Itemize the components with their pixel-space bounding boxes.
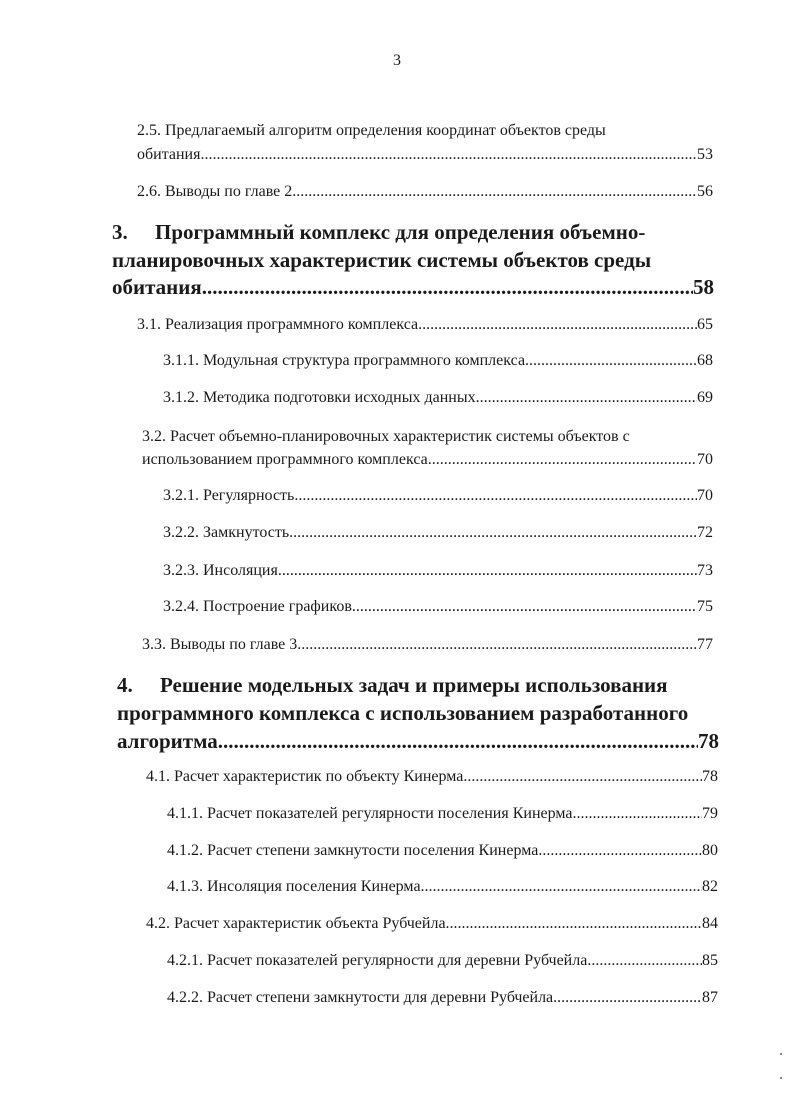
toc-4-2-page: 84: [702, 915, 718, 932]
toc-entry-4-2[interactable]: [146, 915, 718, 933]
toc-entry-4-2-2[interactable]: [167, 989, 718, 1007]
toc-entry-3-2-2[interactable]: [163, 524, 713, 542]
toc-2-5-title-line2: обитания: [137, 146, 201, 163]
toc-3-1-1-title: 3.1.1. Модульная структура программного комплекса.: [163, 352, 530, 369]
toc-entry-4-1-1[interactable]: [167, 805, 718, 823]
toc-chapter-4-line1: [117, 673, 668, 698]
dot-leader: [297, 636, 697, 654]
toc-3-2-3-page: 73: [697, 562, 713, 579]
dot-leader: [428, 451, 697, 469]
toc-3-2-2-title: 3.2.2. Замкнутость: [163, 524, 290, 541]
toc-entry-4-1[interactable]: [146, 768, 718, 786]
toc-3-2-title-line2: использованием программного комплекса: [142, 451, 428, 468]
toc-4-2-2-page: 87: [702, 989, 718, 1006]
toc-4-1-2-page: 80: [702, 842, 718, 859]
toc-3-2-2-page: 72: [697, 524, 713, 541]
toc-entry-4-2-1[interactable]: [167, 952, 718, 970]
toc-4-1-1-title: 4.1.1. Расчет показателей регулярности поселения Кинерма: [167, 805, 573, 822]
toc-4-2-2-title: 4.2.2. Расчет степени замкнутости для деревни Рубчейла: [167, 989, 554, 1006]
toc-3-2-title-line1: 3.2. Расчет объемно-планировочных характеристик системы объектов с: [142, 428, 630, 445]
toc-entry-3-1[interactable]: [137, 316, 713, 334]
toc-entry-3-2-4[interactable]: [163, 598, 713, 616]
toc-entry-chapter-4[interactable]: [117, 729, 719, 754]
toc-3-2-page: 70: [697, 451, 713, 468]
chapter-4-title-line3: алгоритма: [117, 729, 218, 753]
toc-4-2-1-title: 4.2.1. Расчет показателей регулярности для деревни Рубчейла: [167, 952, 588, 969]
chapter-4-title-line2: программного комплекса с использованием разработанного: [117, 701, 689, 725]
toc-chapter-3-line1: [112, 220, 645, 245]
toc-3-2-1-page: 70: [697, 487, 713, 504]
toc-4-2-title: 4.2. Расчет характеристик объекта Рубчейла.: [146, 915, 450, 932]
toc-3-2-4-title: 3.2.4. Построение графиков: [163, 598, 352, 615]
toc-3-3-page: 77: [697, 636, 713, 653]
chapter-4-page: 78: [698, 729, 719, 753]
toc-entry-2-5[interactable]: [137, 146, 713, 164]
dot-leader: [289, 524, 697, 542]
toc-4-1-3-title: 4.1.3. Инсоляция поселения Кинерма: [167, 878, 421, 895]
dot-leader: [450, 915, 702, 933]
toc-entry-chapter-3[interactable]: [112, 275, 714, 300]
toc-2-6-title: 2.6. Выводы по главе 2: [137, 183, 293, 200]
chapter-3-title-line1: Программный комплекс для определения объемно-: [155, 220, 646, 244]
dot-leader: [200, 146, 697, 164]
toc-3-1-2-page: 69: [697, 389, 713, 406]
dot-leader: [529, 352, 697, 370]
dot-leader: [553, 989, 702, 1007]
dot-leader: [278, 562, 697, 580]
toc-3-3-title: 3.3. Выводы по главе 3: [142, 636, 298, 653]
toc-entry-3-3[interactable]: [142, 636, 713, 654]
toc-entry-2-6[interactable]: [137, 183, 713, 201]
toc-4-1-3-page: 82: [702, 878, 718, 895]
dot-leader: [467, 768, 702, 786]
toc-4-2-1-page: 85: [702, 952, 718, 969]
toc-3-2-4-page: 75: [697, 598, 713, 615]
dot-leader: [418, 316, 697, 334]
chapter-3-title-line3: обитания: [112, 275, 202, 299]
dot-leader: [476, 389, 697, 407]
toc-3-1-page: 65: [697, 316, 713, 333]
chapter-4-number: 4.: [117, 673, 133, 697]
chapter-3-title-line2: планировочных характеристик системы объектов среды: [112, 248, 652, 272]
dot-leader: [421, 878, 702, 896]
chapter-3-page: 58: [693, 275, 714, 299]
dot-leader: [292, 183, 697, 201]
toc-4-1-page: 78: [702, 768, 718, 785]
toc-entry-3-1-1[interactable]: [163, 352, 713, 370]
dot-leader: [218, 729, 698, 754]
toc-3-1-title: 3.1. Реализация программного комплекса: [137, 316, 419, 333]
toc-entry-3-1-2[interactable]: [163, 389, 713, 407]
toc-3-2-1-title: 3.2.1. Регулярность: [163, 487, 295, 504]
toc-entry-3-2-3[interactable]: [163, 562, 713, 580]
chapter-4-title-line1: Решение модельных задач и примеры использования: [160, 673, 668, 697]
dot-leader: [352, 598, 697, 616]
toc-3-1-2-title: 3.1.2. Методика подготовки исходных данных: [163, 389, 476, 406]
dot-leader: [538, 842, 702, 860]
toc-3-1-1-page: 68: [697, 352, 713, 369]
toc-entry-4-1-2[interactable]: [167, 842, 718, 860]
toc-4-1-1-page: 79: [702, 805, 718, 822]
toc-2-5-title-line1: 2.5. Предлагаемый алгоритм определения координат объектов среды: [137, 122, 606, 139]
dot-leader: [573, 805, 703, 823]
page-number: 3: [393, 52, 401, 69]
toc-entry-4-1-3[interactable]: [167, 878, 718, 896]
toc-4-1-2-title: 4.1.2. Расчет степени замкнутости поселения Кинерма: [167, 842, 539, 859]
dot-leader: [202, 275, 693, 300]
toc-entry-3-2-1[interactable]: [163, 487, 713, 505]
dot-leader: [294, 487, 697, 505]
dot-leader: [587, 952, 702, 970]
scan-speck: [780, 1077, 782, 1079]
toc-2-5-page: 53: [697, 146, 713, 163]
toc-entry-3-2[interactable]: [142, 451, 713, 469]
toc-4-1-title: 4.1. Расчет характеристик по объекту Кинерма.: [146, 768, 468, 785]
toc-2-6-page: 56: [697, 183, 713, 200]
scan-speck: [780, 1053, 782, 1055]
toc-3-2-3-title: 3.2.3. Инсоляция: [163, 562, 278, 579]
chapter-3-number: 3.: [112, 220, 128, 244]
